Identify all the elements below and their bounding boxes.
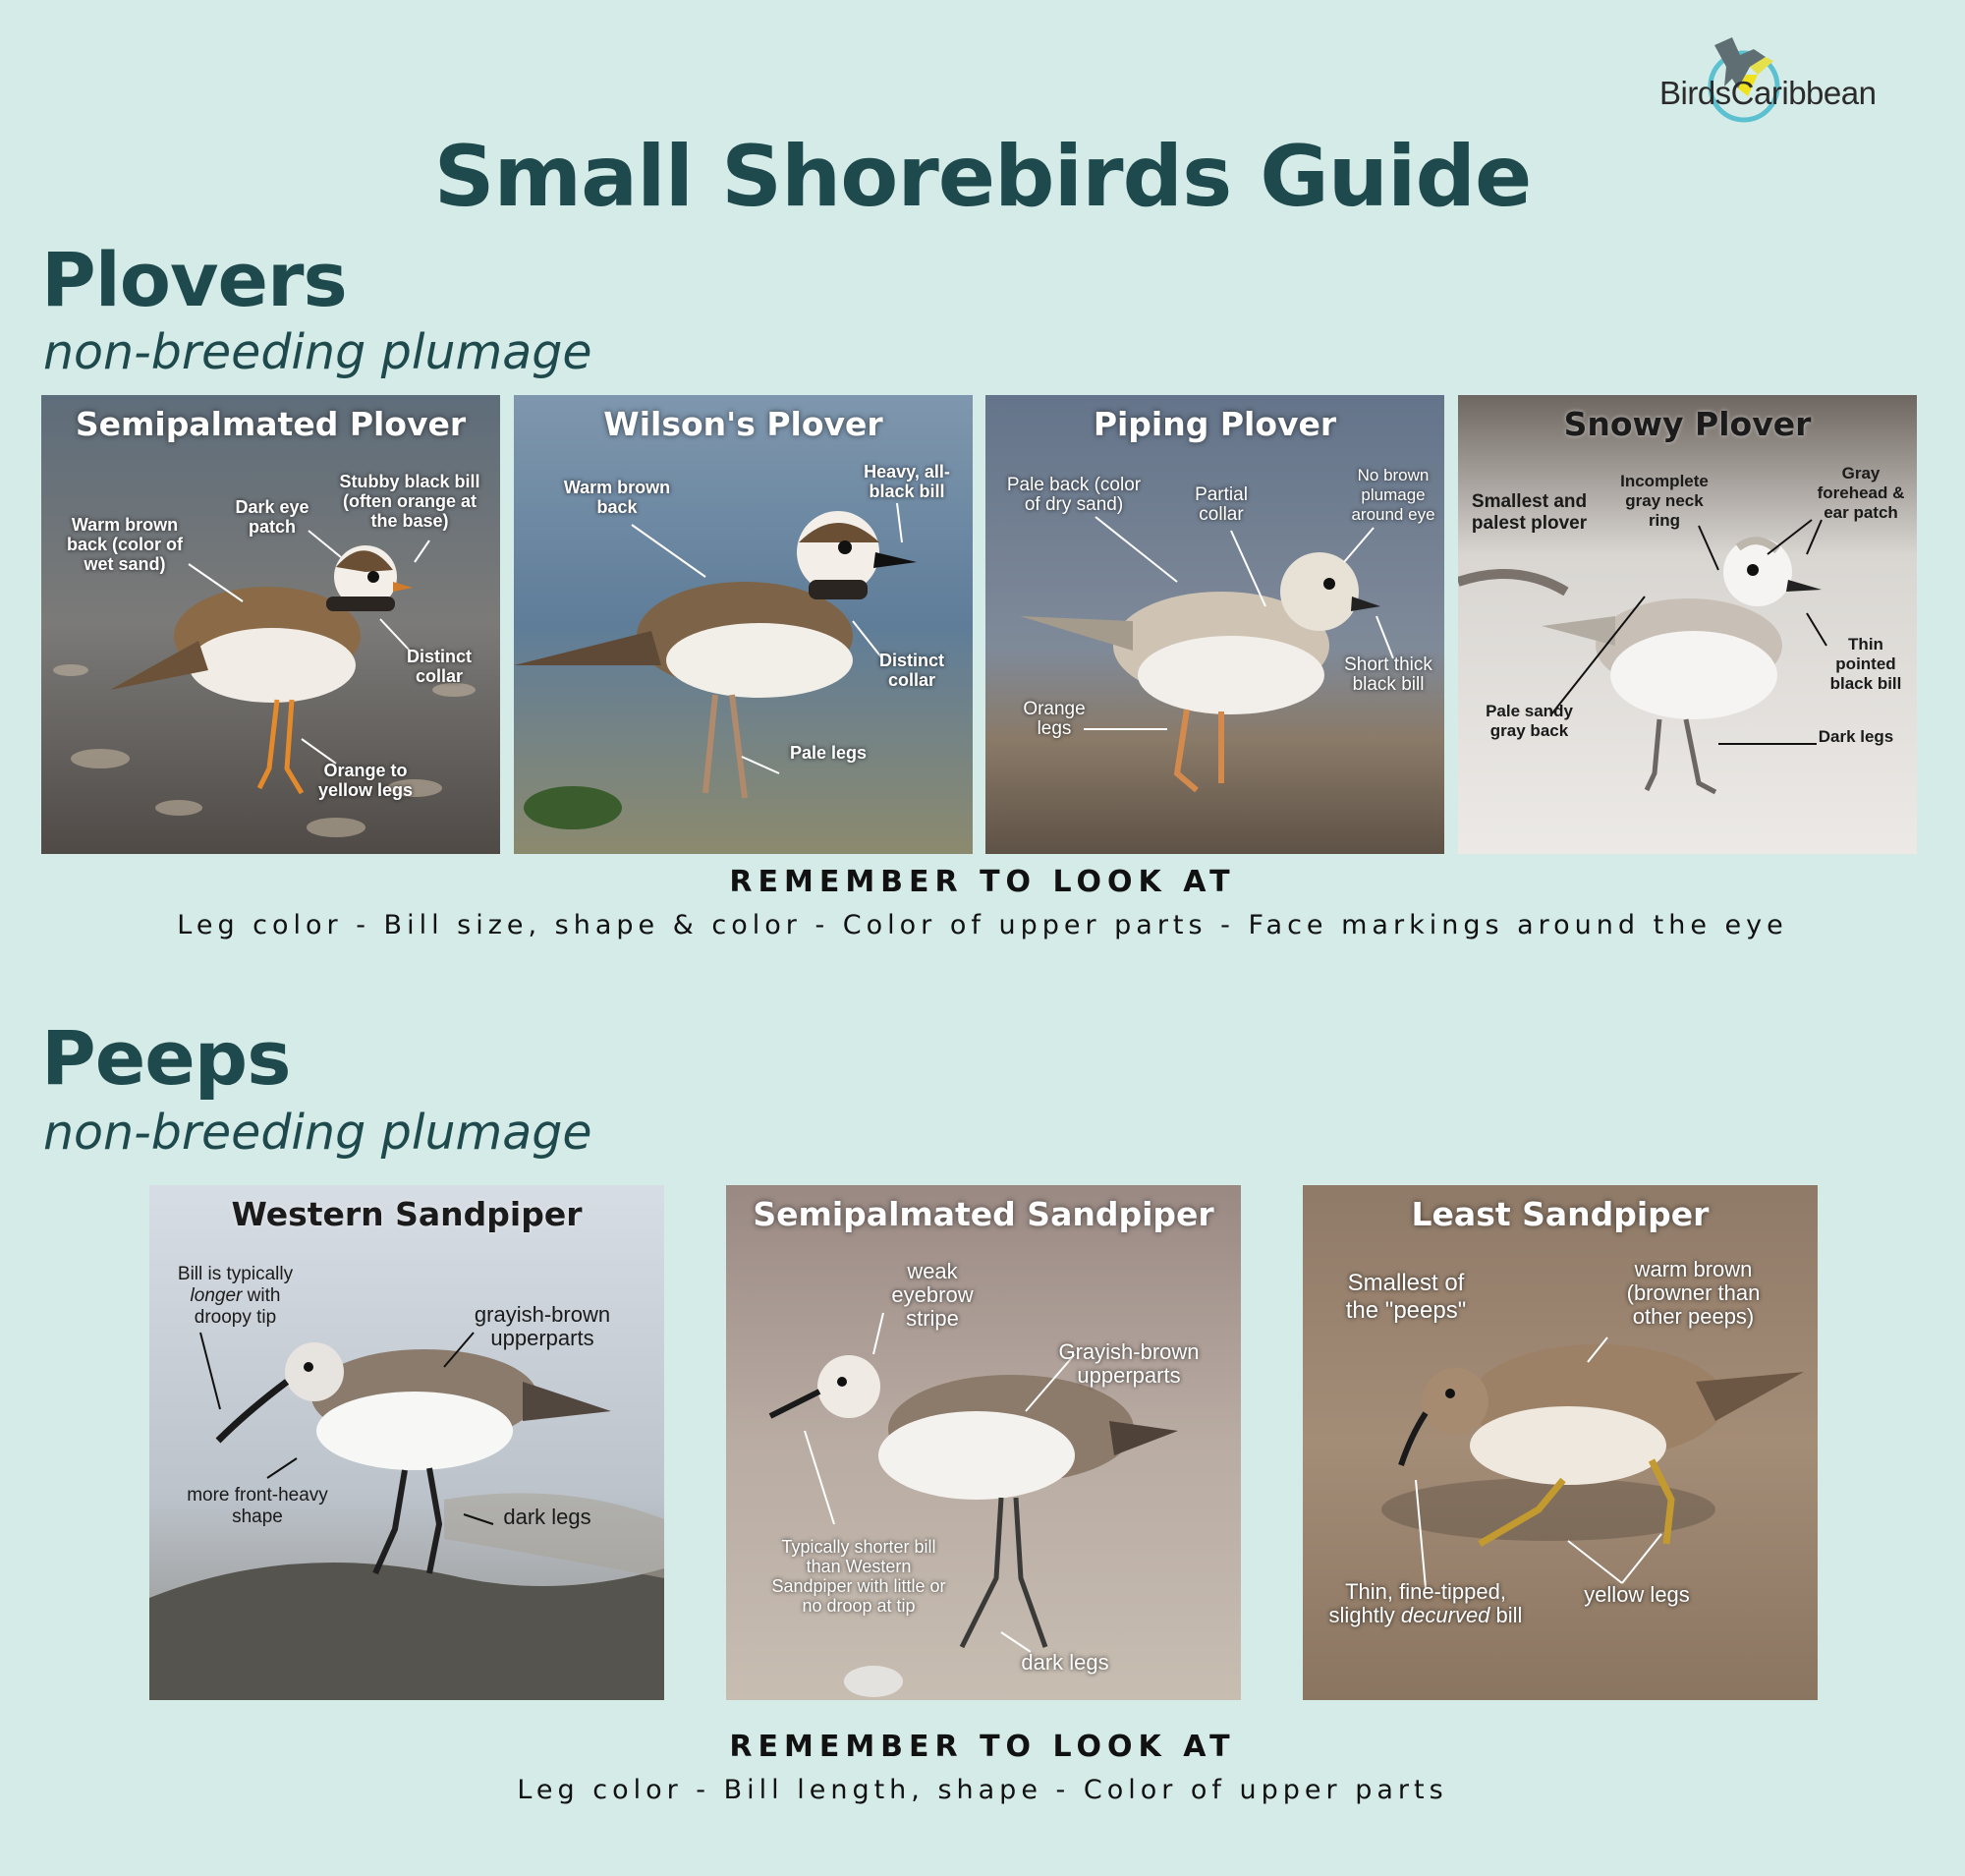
peeps-heading: Peeps (41, 1014, 291, 1102)
label-dark-legs: dark legs (1021, 1650, 1109, 1675)
label-text-italic: decurved (1400, 1603, 1490, 1627)
label-bill-longer-droopy (169, 1264, 302, 1329)
label-distinct-collar: Distinct collar (878, 651, 944, 690)
card-snowy-plover (1458, 395, 1917, 854)
label-weak-eyebrow: weak eyebrow stripe (891, 1259, 974, 1331)
card-least-sandpiper (1303, 1185, 1818, 1700)
label-text: Bill is typically (177, 1264, 294, 1284)
birdscaribbean-logo (1656, 28, 1911, 131)
label-text: with droopy tip (194, 1285, 281, 1328)
label-stubby-bill: Stubby black bill (often orange at the base) (339, 472, 480, 531)
label-smallest-peeps: Smallest of the "peeps" (1345, 1270, 1467, 1324)
label-pale-sandy-back: Pale sandy gray back (1486, 702, 1573, 740)
logo-text: BirdsCaribbean (1659, 75, 1877, 111)
label-short-thick-bill: Short thick black bill (1344, 654, 1432, 695)
label-grayish-brown-upperparts: Grayish-brown upperparts (1058, 1339, 1200, 1388)
piping-plover-photo (985, 395, 1444, 854)
card-title: Western Sandpiper (231, 1195, 583, 1233)
label-distinct-collar: Distinct collar (406, 647, 472, 686)
card-piping-plover (985, 395, 1444, 854)
label-text: Thin, fine-tipped, slightly (1328, 1579, 1506, 1627)
label-gray-forehead: Gray forehead & ear patch (1817, 464, 1905, 522)
card-title: Semipalmated Sandpiper (753, 1195, 1214, 1233)
card-title: Least Sandpiper (1411, 1195, 1710, 1233)
western-sandpiper-photo (149, 1185, 664, 1700)
label-dark-eye-patch: Dark eye patch (235, 497, 309, 537)
card-semipalmated-sandpiper (726, 1185, 1241, 1700)
page-title: Small Shorebirds Guide (433, 128, 1532, 226)
label-thin-decurved-bill (1318, 1580, 1534, 1627)
label-orange-legs: Orange to yellow legs (317, 761, 414, 800)
card-western-sandpiper (149, 1185, 664, 1700)
card-wilsons-plover (514, 395, 973, 854)
label-partial-collar: Partial collar (1195, 484, 1248, 525)
label-smallest-palest: Smallest and palest plover (1471, 491, 1588, 534)
label-grayish-brown-upperparts: grayish-brown upperparts (474, 1302, 611, 1350)
label-warm-brown-back: Warm brown back (563, 478, 671, 517)
label-shorter-bill: Typically shorter bill than Western Sandpiper with little or no droop at tip (771, 1537, 946, 1616)
label-yellow-legs: yellow legs (1584, 1582, 1690, 1607)
card-title: Snowy Plover (1563, 405, 1812, 443)
peeps-remember-text: Leg color - Bill length, shape - Color of upper parts (517, 1775, 1448, 1805)
label-warm-brown: warm brown (browner than other peeps) (1626, 1257, 1761, 1329)
semipalmated-plover-photo (41, 395, 500, 854)
label-pale-back: Pale back (color of dry sand) (1006, 475, 1142, 515)
card-semipalmated-plover (41, 395, 500, 854)
plovers-remember-text: Leg color - Bill size, shape & color - Color of upper parts - Face markings around the eye (177, 910, 1788, 940)
label-front-heavy: more front-heavy shape (187, 1485, 328, 1527)
label-warm-brown-back: Warm brown back (color of wet sand) (66, 515, 184, 574)
plovers-heading: Plovers (41, 236, 347, 323)
label-incomplete-neck-ring: Incomplete gray neck ring (1620, 472, 1709, 530)
label-heavy-black-bill: Heavy, all-black bill (864, 462, 950, 501)
label-text: bill (1489, 1603, 1523, 1627)
label-text-italic: longer (190, 1285, 243, 1306)
plovers-subheading: non-breeding plumage (43, 324, 592, 380)
label-dark-legs: Dark legs (1818, 727, 1894, 746)
card-title: Wilson's Plover (603, 405, 883, 443)
plovers-remember-heading: REMEMBER TO LOOK AT (729, 865, 1236, 899)
label-pale-legs: Pale legs (789, 743, 868, 763)
card-title: Semipalmated Plover (75, 405, 467, 443)
label-orange-legs: Orange legs (1023, 699, 1086, 739)
label-no-brown-plumage: No brown plumage around eye (1351, 466, 1435, 524)
peeps-remember-heading: REMEMBER TO LOOK AT (729, 1730, 1236, 1764)
label-dark-legs: dark legs (503, 1505, 591, 1529)
peeps-subheading: non-breeding plumage (43, 1105, 592, 1161)
card-title: Piping Plover (1093, 405, 1337, 443)
label-thin-bill: Thin pointed black bill (1829, 635, 1902, 693)
